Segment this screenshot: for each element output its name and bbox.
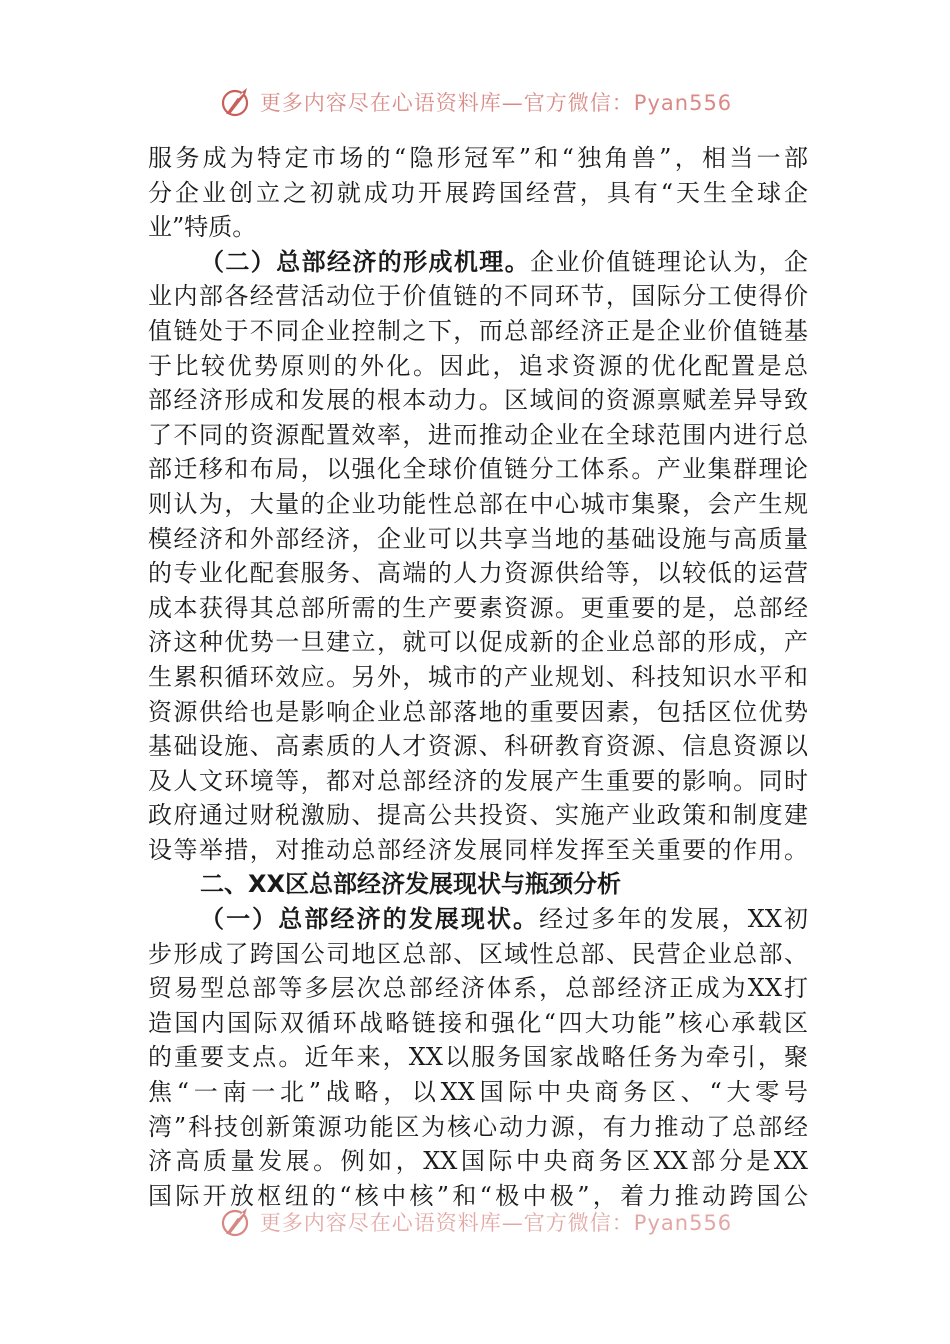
text-line: 模经济和外部经济，企业可以共享当地的基础设施与高质量	[148, 524, 808, 553]
text-line: 焦“一南一北”战略，以XX国际中央商务区、“大零号	[148, 1078, 808, 1107]
section-heading: 二、XX区总部经济发展现状与瓶颈分析	[200, 870, 622, 899]
text-line: 政府通过财税激励、提高公共投资、实施产业政策和制度建	[148, 801, 808, 830]
text-line: 造国内国际双循环战略链接和强化“四大功能”核心承载区	[148, 1008, 808, 1037]
text-line: 步形成了跨国公司地区总部、区域性总部、民营企业总部、	[148, 939, 808, 968]
text-line: 及人文环境等，都对总部经济的发展产生重要的影响。同时	[148, 766, 808, 795]
paragraph-lead-title: （二）总部经济的形成机理。	[200, 246, 531, 276]
paragraph-first-line	[148, 902, 808, 937]
text-line: 服务成为特定市场的“隐形冠军”和“独角兽”，相当一部	[148, 144, 808, 172]
quill-pen-logo-icon	[218, 1204, 254, 1240]
text-line: 生累积循环效应。另外，城市的产业规划、科技知识水平和	[148, 662, 808, 691]
text-line: 于比较优势原则的外化。因此，追求资源的优化配置是总	[148, 351, 808, 380]
watermark-banner-bottom	[0, 1202, 950, 1242]
text-line: 分企业创立之初就成功开展跨国经营，具有“天生全球企	[148, 178, 808, 207]
paragraph-lead-title: （一）总部经济的发展现状。	[200, 904, 540, 934]
text-line: 业内部各经营活动位于价值链的不同环节，国际分工使得价	[148, 282, 808, 311]
text-line: 国际开放枢纽的“核中核”和“极中极”，着力推动跨国公	[148, 1181, 808, 1210]
text-line: 的专业化配套服务、高端的人力资源供给等，以较低的运营	[148, 559, 808, 588]
watermark-banner-top	[0, 82, 950, 122]
text-line: 设等举措，对推动总部经济发展同样发挥至关重要的作用。	[148, 835, 808, 864]
text-line: 了不同的资源配置效率，进而推动企业在全球范围内进行总	[148, 420, 808, 449]
text-line: 则认为，大量的企业功能性总部在中心城市集聚，会产生规	[148, 489, 808, 518]
paragraph-first-line	[148, 245, 808, 280]
quill-pen-logo-icon	[218, 84, 254, 120]
text-line: 济这种优势一旦建立，就可以促成新的企业总部的形成，产	[148, 628, 808, 657]
text-line: 值链处于不同企业控制之下，而总部经济正是企业价值链基	[148, 316, 808, 345]
text-line: 资源供给也是影响企业总部落地的重要因素，包括区位优势	[148, 697, 808, 726]
text-line: 的重要支点。近年来，XX以服务国家战略任务为牵引，聚	[148, 1043, 808, 1072]
watermark-text: 更多内容尽在心语资料库—官方微信：Pyan556	[259, 1211, 733, 1235]
text-line: 济高质量发展。例如，XX国际中央商务区XX部分是XX	[148, 1147, 808, 1176]
text-line: 部经济形成和发展的根本动力。区域间的资源禀赋差异导致	[148, 386, 808, 415]
text-line: 业”特质。	[148, 213, 257, 242]
text-line: 贸易型总部等多层次总部经济体系，总部经济正成为XX打	[148, 974, 808, 1003]
text-line: 成本获得其总部所需的生产要素资源。更重要的是，总部经	[148, 593, 808, 622]
text-line: 基础设施、高素质的人才资源、科研教育资源、信息资源以	[148, 732, 808, 761]
text-line: 部迁移和布局，以强化全球价值链分工体系。产业集群理论	[148, 455, 808, 484]
text-line: 湾”科技创新策源功能区为核心动力源，有力推动了总部经	[148, 1112, 808, 1141]
text-line: 经过多年的发展，XX初	[539, 905, 808, 934]
document-body	[148, 141, 808, 1213]
text-line: 企业价值链理论认为，企	[530, 247, 808, 276]
watermark-text: 更多内容尽在心语资料库—官方微信：Pyan556	[259, 91, 733, 115]
